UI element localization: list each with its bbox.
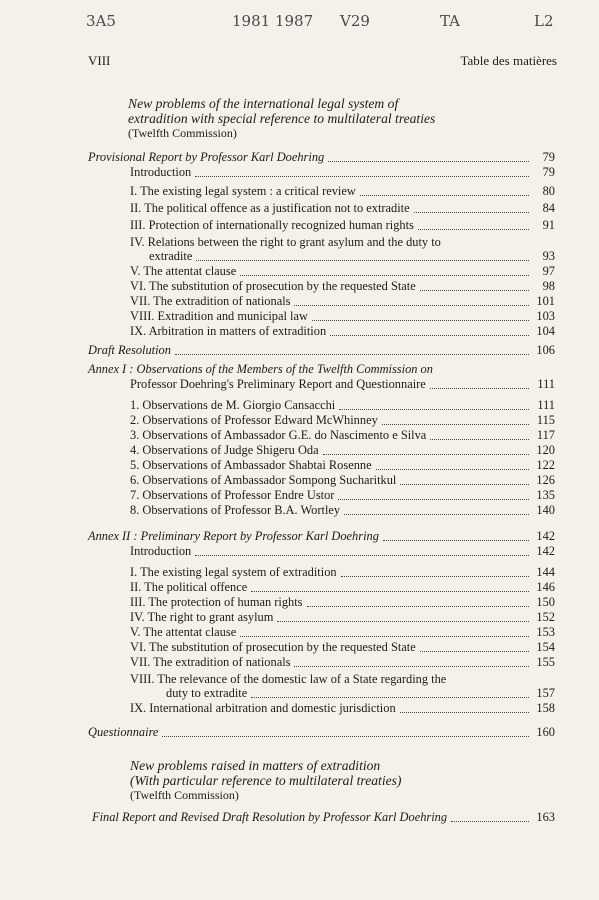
section-title-line: (With particular reference to multilateral treaties) [130,773,402,788]
toc-entry[interactable]: II. The political offence as a justification not to extradite 84 [130,201,555,215]
toc-entry[interactable]: 8. Observations of Professor B.A. Wortley 140 [130,503,555,517]
section-title-line: New problems raised in matters of extradition [130,758,381,773]
toc-entry[interactable]: Introduction 142 [130,544,555,558]
toc-entry[interactable]: IX. International arbitration and domestic jurisdiction 158 [130,701,555,715]
toc-entry-text: VIII. The relevance of the domestic law of a State regarding the [130,672,447,686]
toc-entry[interactable]: Provisional Report by Professor Karl Doehring 79 [88,150,555,164]
toc-entry[interactable]: VII. The extradition of nationals 155 [130,655,555,669]
page-number: VIII [88,53,111,68]
toc-entry[interactable]: Questionnaire 160 [88,725,555,739]
toc-entry[interactable]: VII. The extradition of nationals 101 [130,294,555,308]
section-title-line: extradition with special reference to multilateral treaties [128,111,436,126]
commission-label: (Twelfth Commission) [130,788,239,802]
toc-entry[interactable]: Professor Doehring's Preliminary Report and Questionnaire 111 [130,377,555,391]
section-title [128,96,435,140]
toc-entry[interactable]: Final Report and Revised Draft Resolution by Professor Karl Doehring 163 [92,810,555,824]
toc-entry[interactable]: I. The existing legal system of extradition 144 [130,565,555,579]
running-title: Table des matières [460,53,557,68]
toc-entry[interactable]: III. Protection of internationally recognized human rights 91 [130,218,555,232]
toc-entry[interactable]: III. The protection of human rights 150 [130,595,555,609]
toc-entry[interactable]: VI. The substitution of prosecution by the requested State 98 [130,279,555,293]
toc-entry[interactable]: Introduction 79 [130,165,555,179]
handwritten-mark: TA [440,12,461,30]
toc-entry[interactable]: IV. The right to grant asylum 152 [130,610,555,624]
toc-entry[interactable]: 5. Observations of Ambassador Shabtai Rosenne 122 [130,458,555,472]
toc-entry[interactable]: duty to extradite 157 [166,686,555,700]
toc-entry[interactable]: II. The political offence 146 [130,580,555,594]
toc-entry[interactable]: I. The existing legal system : a critical review 80 [130,184,555,198]
handwritten-mark: L2 [534,12,554,30]
toc-entry[interactable]: Draft Resolution 106 [88,343,555,357]
toc-entry[interactable]: 2. Observations of Professor Edward McWhinney 115 [130,413,555,427]
handwritten-mark: V29 [340,12,370,30]
toc-entry[interactable]: 1. Observations de M. Giorgio Cansacchi 111 [130,398,555,412]
toc-entry[interactable]: IX. Arbitration in matters of extradition 104 [130,324,555,338]
toc-entry[interactable]: extradite 93 [149,249,555,263]
handwritten-mark: 1981 1987 [232,12,314,30]
toc-entry[interactable]: VI. The substitution of prosecution by the requested State 154 [130,640,555,654]
toc-entry-text: Annex I : Observations of the Members of the Twelfth Commission on [88,362,433,376]
toc-entry[interactable]: 3. Observations of Ambassador G.E. do Nascimento e Silva 117 [130,428,555,442]
toc-entry[interactable]: 4. Observations of Judge Shigeru Oda 120 [130,443,555,457]
section-title [130,758,401,802]
handwritten-mark: 3A5 [86,12,116,30]
toc-entry[interactable]: V. The attentat clause 153 [130,625,555,639]
toc-entry[interactable]: V. The attentat clause 97 [130,264,555,278]
commission-label: (Twelfth Commission) [128,126,237,140]
toc-entry[interactable]: 7. Observations of Professor Endre Ustor 135 [130,488,555,502]
toc-entry[interactable]: Annex II : Preliminary Report by Professor Karl Doehring 142 [88,529,555,543]
toc-entry-text: IV. Relations between the right to grant asylum and the duty to [130,235,441,249]
toc-entry[interactable]: 6. Observations of Ambassador Sompong Sucharitkul 126 [130,473,555,487]
section-title-line: New problems of the international legal system of [128,96,399,111]
toc-entry[interactable]: VIII. Extradition and municipal law 103 [130,309,555,323]
